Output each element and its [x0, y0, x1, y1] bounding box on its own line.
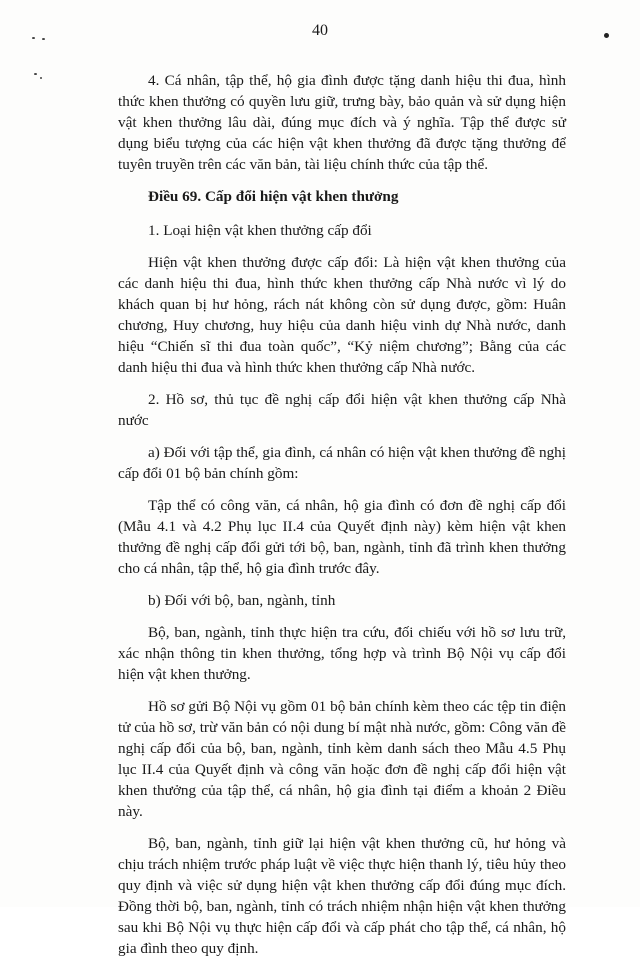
paragraph-responsibility: Bộ, ban, ngành, tỉnh giữ lại hiện vật khen thưởng cũ, hư hỏng và chịu trách nhiệm trước pháp luật về việc thực hiện thanh lý, tiêu hủy theo quy định và việc sử dụng hiện vật khen thưởng cấp đổi đúng mục đích. Đồng thời bộ, ban, ngành, tỉnh có trách nhiệm nhận hiện vật khen thưởng sau khi Bộ Nội vụ thực hiện cấp đổi và cấp phát cho tập thể, cá nhân, hộ gia đình theo quy định. — [118, 835, 566, 957]
section-1-title: 1. Loại hiện vật khen thưởng cấp đổi — [148, 222, 372, 239]
scan-speck — [34, 73, 37, 75]
paragraph-subsection-a-body: Tập thể có công văn, cá nhân, hộ gia đình có đơn đề nghị cấp đổi (Mẫu 4.1 và 4.2 Phụ lục II.4 của Quyết định này) kèm hiện vật khen thưởng đề nghị cấp đổi gửi tới bộ, ban, ngành, tỉnh đã trình khen thưởng cho cá nhân, tập thể, hộ gia đình trước đây. — [118, 497, 566, 577]
paragraph-subsection-b-body: Bộ, ban, ngành, tỉnh thực hiện tra cứu, đối chiếu với hồ sơ lưu trữ, xác nhận thông tin khen thưởng, tổng hợp và trình Bộ Nội vụ cấp đổi hiện vật khen thưởng. — [118, 624, 566, 683]
article-69-heading: Điều 69. Cấp đổi hiện vật khen thưởng — [148, 188, 399, 205]
subsection-b-title: b) Đối với bộ, ban, ngành, tỉnh — [148, 592, 336, 609]
document-body — [118, 70, 566, 970]
subsection-a-title: a) Đối với tập thể, gia đình, cá nhân có hiện vật khen thưởng đề nghị cấp đổi 01 bộ bản chính gồm: — [118, 444, 566, 482]
scan-speck — [40, 77, 42, 79]
paragraph-dossier: Hồ sơ gửi Bộ Nội vụ gồm 01 bộ bản chính kèm theo các tệp tin điện tử của hồ sơ, trừ văn bản có nội dung bí mật nhà nước, gồm: Công văn đề nghị cấp đổi của bộ, ban, ngành, tỉnh kèm danh sách theo Mẫu 4.5 Phụ lục II.4 của Quyết định và công văn hoặc đơn đề nghị cấp đổi hiện vật khen thưởng của tập thể, cá nhân, hộ gia đình tại điểm a khoản 2 Điều này. — [118, 698, 566, 820]
section-2-title: 2. Hồ sơ, thủ tục đề nghị cấp đổi hiện vật khen thưởng cấp Nhà nước — [118, 391, 566, 429]
paragraph-clause-4: 4. Cá nhân, tập thể, hộ gia đình được tặng danh hiệu thi đua, hình thức khen thưởng có quyền lưu giữ, trưng bày, bảo quản và sử dụng hiện vật khen thưởng lâu dài, đúng mục đích và ý nghĩa. Tập thể được sử dụng biểu tượng của các hiện vật khen thưởng đã được tặng thưởng để tuyên truyền trên các văn bản, tài liệu chính thức của tập thể. — [118, 72, 566, 173]
page-number: 40 — [312, 22, 328, 39]
paragraph-reissue-definition: Hiện vật khen thưởng được cấp đổi: Là hiện vật khen thưởng của các danh hiệu thi đua, hình thức khen thưởng cấp Nhà nước vì lý do khách quan bị hư hỏng, rách nát không còn sử dụng được, gồm: Huân chương, Huy chương, huy hiệu của danh hiệu vinh dự Nhà nước, danh hiệu “Chiến sĩ thi đua toàn quốc”, “Kỷ niệm chương”; Bằng của các danh hiệu thi đua và hình thức khen thưởng cấp Nhà nước. — [118, 254, 566, 376]
